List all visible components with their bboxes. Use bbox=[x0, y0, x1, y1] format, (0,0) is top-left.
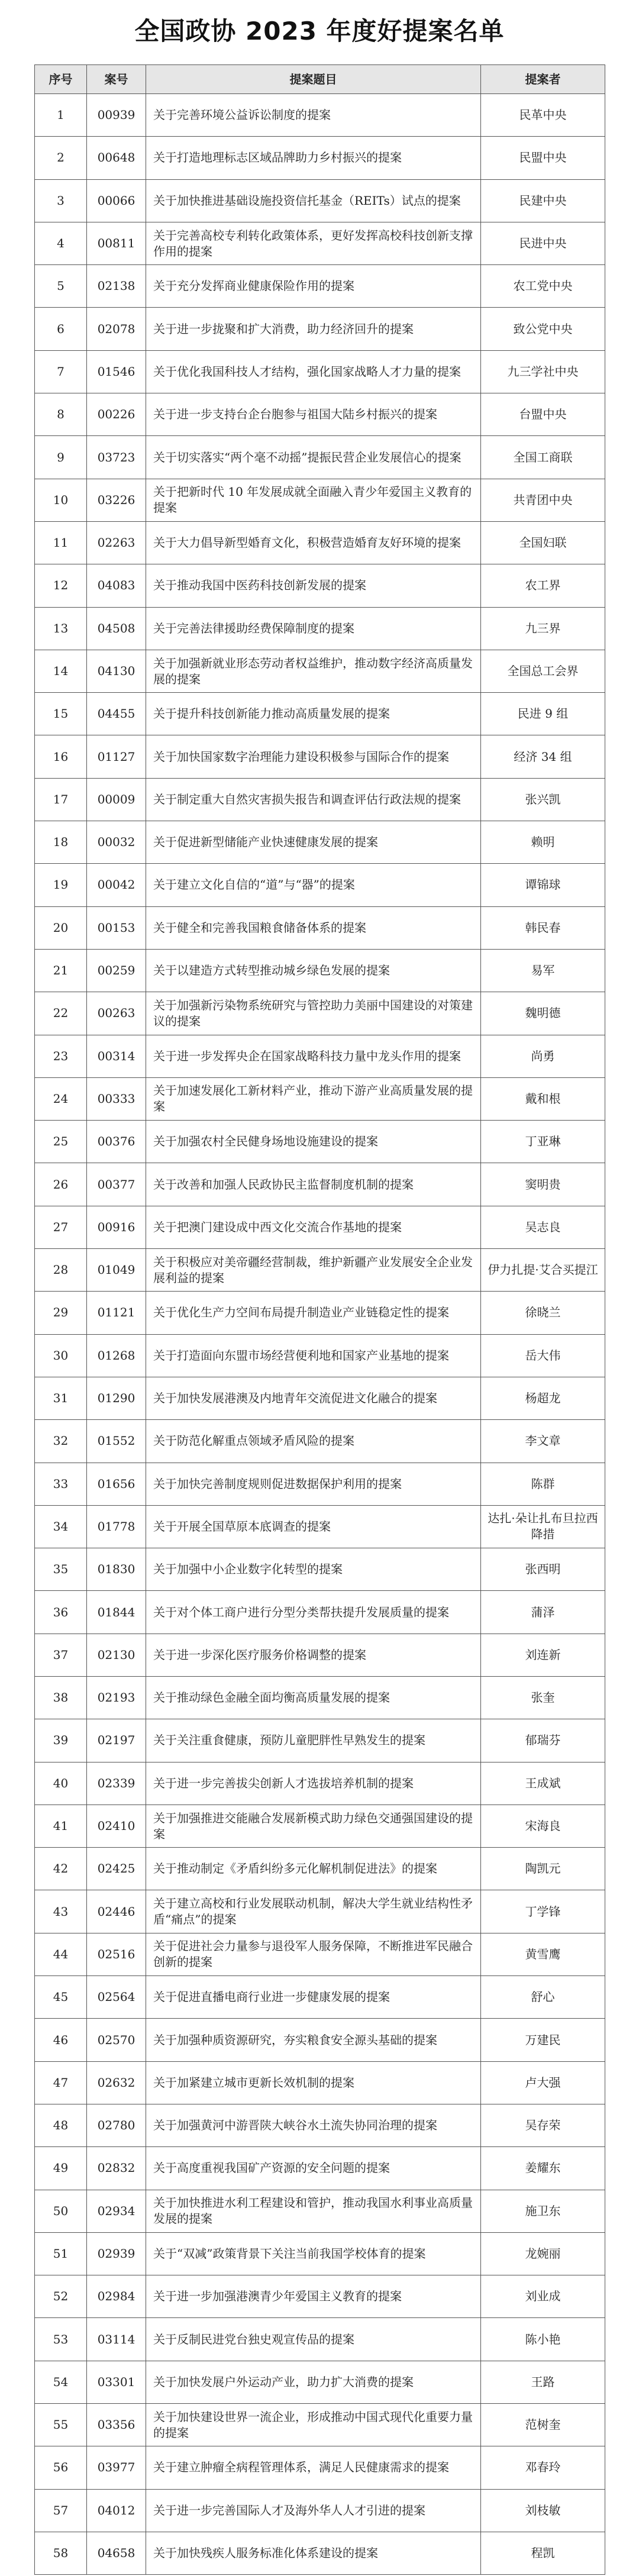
table-row bbox=[35, 778, 605, 821]
table-row bbox=[35, 1805, 605, 1847]
cell-serial: 8 bbox=[35, 393, 87, 436]
cell-case-number: 00648 bbox=[87, 137, 146, 179]
cell-case-number: 03977 bbox=[87, 2446, 146, 2489]
table-row bbox=[35, 2190, 605, 2232]
cell-proposer: 杨超龙 bbox=[481, 1377, 605, 1419]
cell-proposal-title: 关于加强黄河中游晋陕大峡谷水土流失协同治理的提案 bbox=[146, 2104, 481, 2146]
cell-serial: 54 bbox=[35, 2361, 87, 2403]
cell-serial: 5 bbox=[35, 265, 87, 308]
cell-serial: 57 bbox=[35, 2489, 87, 2532]
cell-serial: 30 bbox=[35, 1334, 87, 1377]
cell-proposal-title: 关于促进新型储能产业快速健康发展的提案 bbox=[146, 821, 481, 864]
cell-case-number: 03301 bbox=[87, 2361, 146, 2403]
cell-case-number: 04130 bbox=[87, 650, 146, 692]
cell-proposal-title: 关于进一步支持台企台胞参与祖国大陆乡村振兴的提案 bbox=[146, 393, 481, 436]
cell-proposal-title: 关于进一步完善国际人才及海外华人人才引进的提案 bbox=[146, 2489, 481, 2532]
cell-proposal-title: 关于进一步完善拔尖创新人才选拔培养机制的提案 bbox=[146, 1762, 481, 1805]
cell-proposer: 徐晓兰 bbox=[481, 1292, 605, 1334]
cell-serial: 17 bbox=[35, 778, 87, 821]
table-row bbox=[35, 436, 605, 479]
cell-proposal-title: 关于加强农村全民健身场地设施建设的提案 bbox=[146, 1121, 481, 1163]
cell-case-number: 01552 bbox=[87, 1420, 146, 1463]
cell-proposal-title: 关于积极应对美帝疆经营制裁，维护新疆产业发展安全企业发展利益的提案 bbox=[146, 1249, 481, 1292]
cell-proposal-title: 关于大力倡导新型婚育文化，积极营造婚育友好环境的提案 bbox=[146, 521, 481, 564]
cell-proposal-title: 关于优化生产力空间布局提升制造业产业链稳定性的提案 bbox=[146, 1292, 481, 1334]
cell-proposer: 九三学社中央 bbox=[481, 350, 605, 393]
cell-proposer: 李文章 bbox=[481, 1420, 605, 1463]
cell-case-number: 02263 bbox=[87, 521, 146, 564]
cell-proposer: 吴志良 bbox=[481, 1206, 605, 1248]
table-header-row bbox=[35, 65, 605, 94]
table-row bbox=[35, 735, 605, 778]
cell-serial: 29 bbox=[35, 1292, 87, 1334]
cell-proposal-title: 关于进一步拢聚和扩大消费，助力经济回升的提案 bbox=[146, 308, 481, 350]
table-row bbox=[35, 521, 605, 564]
table-row bbox=[35, 1035, 605, 1077]
cell-proposer: 民进 9 组 bbox=[481, 693, 605, 735]
table-row bbox=[35, 1163, 605, 1206]
cell-proposer: 农工界 bbox=[481, 564, 605, 607]
cell-case-number: 02939 bbox=[87, 2232, 146, 2275]
cell-case-number: 02339 bbox=[87, 1762, 146, 1805]
cell-proposer: 范树奎 bbox=[481, 2404, 605, 2446]
table-row bbox=[35, 821, 605, 864]
cell-case-number: 00314 bbox=[87, 1035, 146, 1077]
cell-proposal-title: 关于完善高校专利转化政策体系，更好发挥高校科技创新支撑作用的提案 bbox=[146, 222, 481, 264]
cell-proposal-title: 关于推动我国中医药科技创新发展的提案 bbox=[146, 564, 481, 607]
cell-proposer: 农工党中央 bbox=[481, 265, 605, 308]
table-row bbox=[35, 1121, 605, 1163]
table-row bbox=[35, 1976, 605, 2019]
cell-proposal-title: 关于“双减”政策背景下关注当前我国学校体育的提案 bbox=[146, 2232, 481, 2275]
cell-proposal-title: 关于加快推进基础设施投资信托基金（REITs）试点的提案 bbox=[146, 179, 481, 222]
cell-case-number: 02078 bbox=[87, 308, 146, 350]
cell-serial: 42 bbox=[35, 1848, 87, 1890]
cell-proposal-title: 关于切实落实“两个毫不动摇”提振民营企业发展信心的提案 bbox=[146, 436, 481, 479]
cell-case-number: 02516 bbox=[87, 1933, 146, 1975]
table-row bbox=[35, 1890, 605, 1933]
table-row bbox=[35, 1077, 605, 1120]
cell-serial: 37 bbox=[35, 1634, 87, 1676]
table-body bbox=[35, 94, 605, 2575]
cell-case-number: 03114 bbox=[87, 2318, 146, 2361]
cell-proposer: 姜耀东 bbox=[481, 2147, 605, 2190]
table-row bbox=[35, 949, 605, 992]
table-row bbox=[35, 2147, 605, 2190]
cell-proposer: 全国妇联 bbox=[481, 521, 605, 564]
cell-proposer: 万建民 bbox=[481, 2019, 605, 2061]
table-row bbox=[35, 992, 605, 1035]
cell-proposal-title: 关于建立肿瘤全病程管理体系，满足人民健康需求的提案 bbox=[146, 2446, 481, 2489]
cell-proposal-title: 关于充分发挥商业健康保险作用的提案 bbox=[146, 265, 481, 308]
cell-serial: 12 bbox=[35, 564, 87, 607]
table-row bbox=[35, 2104, 605, 2146]
table-row bbox=[35, 1719, 605, 1762]
cell-serial: 47 bbox=[35, 2061, 87, 2104]
cell-case-number: 00333 bbox=[87, 1077, 146, 1120]
header-proposal-title: 提案题目 bbox=[146, 65, 481, 94]
cell-serial: 9 bbox=[35, 436, 87, 479]
cell-serial: 19 bbox=[35, 864, 87, 906]
cell-proposal-title: 关于加快发展户外运动产业，助力扩大消费的提案 bbox=[146, 2361, 481, 2403]
cell-proposal-title: 关于推动绿色金融全面均衡高质量发展的提案 bbox=[146, 1676, 481, 1719]
cell-proposer: 九三界 bbox=[481, 607, 605, 650]
cell-serial: 32 bbox=[35, 1420, 87, 1463]
cell-proposal-title: 关于加快发展港澳及内地青年交流促进文化融合的提案 bbox=[146, 1377, 481, 1419]
cell-proposer: 共青团中央 bbox=[481, 479, 605, 521]
cell-proposal-title: 关于建立高校和行业发展联动机制，解决大学生就业结构性矛盾“痛点”的提案 bbox=[146, 1890, 481, 1933]
table-row bbox=[35, 2446, 605, 2489]
cell-case-number: 00263 bbox=[87, 992, 146, 1035]
cell-case-number: 00226 bbox=[87, 393, 146, 436]
table-row bbox=[35, 1377, 605, 1419]
cell-proposal-title: 关于打造地理标志区域品牌助力乡村振兴的提案 bbox=[146, 137, 481, 179]
cell-proposer: 陈群 bbox=[481, 1463, 605, 1505]
table-row bbox=[35, 1848, 605, 1890]
table-row bbox=[35, 308, 605, 350]
cell-proposal-title: 关于加快建设世界一流企业，形成推动中国式现代化重要力量的提案 bbox=[146, 2404, 481, 2446]
cell-case-number: 03226 bbox=[87, 479, 146, 521]
cell-serial: 49 bbox=[35, 2147, 87, 2190]
cell-proposal-title: 关于促进直播电商行业进一步健康发展的提案 bbox=[146, 1976, 481, 2019]
cell-serial: 58 bbox=[35, 2532, 87, 2574]
cell-proposal-title: 关于进一步发挥央企在国家战略科技力量中龙头作用的提案 bbox=[146, 1035, 481, 1077]
table-row bbox=[35, 2061, 605, 2104]
cell-proposal-title: 关于反制民进党台独史观宣传品的提案 bbox=[146, 2318, 481, 2361]
cell-proposer: 民盟中央 bbox=[481, 137, 605, 179]
table-row bbox=[35, 1505, 605, 1548]
table-row bbox=[35, 2532, 605, 2574]
cell-proposer: 舒心 bbox=[481, 1976, 605, 2019]
cell-case-number: 04455 bbox=[87, 693, 146, 735]
cell-serial: 10 bbox=[35, 479, 87, 521]
cell-proposal-title: 关于防范化解重点领域矛盾风险的提案 bbox=[146, 1420, 481, 1463]
cell-proposal-title: 关于加速发展化工新材料产业，推动下游产业高质量发展的提案 bbox=[146, 1077, 481, 1120]
cell-proposer: 经济 34 组 bbox=[481, 735, 605, 778]
page-title: 全国政协 2023 年度好提案名单 bbox=[134, 17, 505, 46]
cell-proposer: 易军 bbox=[481, 949, 605, 992]
table-row bbox=[35, 479, 605, 521]
cell-proposer: 戴和根 bbox=[481, 1077, 605, 1120]
cell-serial: 46 bbox=[35, 2019, 87, 2061]
cell-serial: 6 bbox=[35, 308, 87, 350]
cell-case-number: 02193 bbox=[87, 1676, 146, 1719]
cell-proposal-title: 关于开展全国草原本底调查的提案 bbox=[146, 1505, 481, 1548]
cell-proposal-title: 关于加紧建立城市更新长效机制的提案 bbox=[146, 2061, 481, 2104]
cell-case-number: 00811 bbox=[87, 222, 146, 264]
cell-serial: 34 bbox=[35, 1505, 87, 1548]
cell-case-number: 00939 bbox=[87, 94, 146, 137]
table-row bbox=[35, 693, 605, 735]
cell-case-number: 00377 bbox=[87, 1163, 146, 1206]
cell-proposer: 赖明 bbox=[481, 821, 605, 864]
cell-case-number: 02410 bbox=[87, 1805, 146, 1847]
cell-serial: 4 bbox=[35, 222, 87, 264]
header-proposer: 提案者 bbox=[481, 65, 605, 94]
cell-serial: 2 bbox=[35, 137, 87, 179]
table-row bbox=[35, 1634, 605, 1676]
cell-serial: 14 bbox=[35, 650, 87, 692]
cell-proposal-title: 关于加强新就业形态劳动者权益维护，推动数字经济高质量发展的提案 bbox=[146, 650, 481, 692]
cell-proposer: 全国工商联 bbox=[481, 436, 605, 479]
table-row bbox=[35, 607, 605, 650]
cell-proposer: 郁瑞芬 bbox=[481, 1719, 605, 1762]
cell-proposal-title: 关于建立文化自信的“道”与“器”的提案 bbox=[146, 864, 481, 906]
cell-proposer: 魏明德 bbox=[481, 992, 605, 1035]
cell-proposer: 伊力扎提·艾合买提江 bbox=[481, 1249, 605, 1292]
table-row bbox=[35, 1762, 605, 1805]
cell-proposer: 民建中央 bbox=[481, 179, 605, 222]
cell-proposer: 张兴凯 bbox=[481, 778, 605, 821]
cell-proposal-title: 关于加快推进水利工程建设和管护，推动我国水利事业高质量发展的提案 bbox=[146, 2190, 481, 2232]
cell-case-number: 01830 bbox=[87, 1548, 146, 1591]
cell-proposer: 王路 bbox=[481, 2361, 605, 2403]
cell-proposal-title: 关于进一步加强港澳青少年爱国主义教育的提案 bbox=[146, 2275, 481, 2318]
cell-proposer: 丁亚琳 bbox=[481, 1121, 605, 1163]
table-row bbox=[35, 350, 605, 393]
cell-proposal-title: 关于推动制定《矛盾纠纷多元化解机制促进法》的提案 bbox=[146, 1848, 481, 1890]
cell-proposal-title: 关于关注重食健康，预防儿童肥胖性早熟发生的提案 bbox=[146, 1719, 481, 1762]
cell-case-number: 00153 bbox=[87, 906, 146, 949]
proposal-table bbox=[34, 64, 605, 2575]
cell-serial: 27 bbox=[35, 1206, 87, 1248]
cell-serial: 3 bbox=[35, 179, 87, 222]
cell-serial: 23 bbox=[35, 1035, 87, 1077]
cell-case-number: 02564 bbox=[87, 1976, 146, 2019]
cell-proposal-title: 关于促进社会力量参与退役军人服务保障，不断推进军民融合创新的提案 bbox=[146, 1933, 481, 1975]
cell-proposer: 龙婉丽 bbox=[481, 2232, 605, 2275]
table-row bbox=[35, 864, 605, 906]
cell-proposer: 蒲泽 bbox=[481, 1591, 605, 1634]
header-serial: 序号 bbox=[35, 65, 87, 94]
cell-case-number: 02138 bbox=[87, 265, 146, 308]
cell-proposal-title: 关于加快国家数字治理能力建设积极参与国际合作的提案 bbox=[146, 735, 481, 778]
cell-serial: 28 bbox=[35, 1249, 87, 1292]
cell-serial: 38 bbox=[35, 1676, 87, 1719]
cell-proposal-title: 关于把新时代 10 年发展成就全面融入青少年爱国主义教育的提案 bbox=[146, 479, 481, 521]
cell-case-number: 02632 bbox=[87, 2061, 146, 2104]
table-row bbox=[35, 650, 605, 692]
cell-proposal-title: 关于高度重视我国矿产资源的安全问题的提案 bbox=[146, 2147, 481, 2190]
cell-case-number: 00066 bbox=[87, 179, 146, 222]
table-row bbox=[35, 137, 605, 179]
cell-case-number: 04508 bbox=[87, 607, 146, 650]
cell-proposal-title: 关于完善法律援助经费保障制度的提案 bbox=[146, 607, 481, 650]
cell-proposer: 丁学锋 bbox=[481, 1890, 605, 1933]
table-row bbox=[35, 265, 605, 308]
cell-proposer: 黄雪鹰 bbox=[481, 1933, 605, 1975]
cell-proposer: 全国总工会界 bbox=[481, 650, 605, 692]
cell-case-number: 00032 bbox=[87, 821, 146, 864]
cell-proposer: 韩民春 bbox=[481, 906, 605, 949]
cell-serial: 11 bbox=[35, 521, 87, 564]
cell-case-number: 01546 bbox=[87, 350, 146, 393]
cell-serial: 40 bbox=[35, 1762, 87, 1805]
cell-serial: 7 bbox=[35, 350, 87, 393]
cell-proposal-title: 关于加强中小企业数字化转型的提案 bbox=[146, 1548, 481, 1591]
cell-proposal-title: 关于制定重大自然灾害损失报告和调查评估行政法规的提案 bbox=[146, 778, 481, 821]
cell-case-number: 00259 bbox=[87, 949, 146, 992]
table-row bbox=[35, 1933, 605, 1975]
cell-serial: 1 bbox=[35, 94, 87, 137]
table-row bbox=[35, 564, 605, 607]
cell-proposal-title: 关于完善环境公益诉讼制度的提案 bbox=[146, 94, 481, 137]
table-row bbox=[35, 906, 605, 949]
cell-proposer: 吴存荣 bbox=[481, 2104, 605, 2146]
cell-proposer: 刘业成 bbox=[481, 2275, 605, 2318]
table-row bbox=[35, 2361, 605, 2403]
cell-proposal-title: 关于进一步深化医疗服务价格调整的提案 bbox=[146, 1634, 481, 1676]
table-row bbox=[35, 1249, 605, 1292]
cell-proposer: 卢大强 bbox=[481, 2061, 605, 2104]
cell-proposal-title: 关于以建造方式转型推动城乡绿色发展的提案 bbox=[146, 949, 481, 992]
cell-serial: 55 bbox=[35, 2404, 87, 2446]
cell-case-number: 02425 bbox=[87, 1848, 146, 1890]
cell-case-number: 01127 bbox=[87, 735, 146, 778]
cell-proposal-title: 关于优化我国科技人才结构，强化国家战略人才力量的提案 bbox=[146, 350, 481, 393]
cell-serial: 13 bbox=[35, 607, 87, 650]
cell-serial: 16 bbox=[35, 735, 87, 778]
cell-proposer: 施卫东 bbox=[481, 2190, 605, 2232]
cell-proposer: 宋海良 bbox=[481, 1805, 605, 1847]
cell-serial: 45 bbox=[35, 1976, 87, 2019]
cell-serial: 50 bbox=[35, 2190, 87, 2232]
cell-proposer: 王成斌 bbox=[481, 1762, 605, 1805]
cell-case-number: 01268 bbox=[87, 1334, 146, 1377]
cell-case-number: 02446 bbox=[87, 1890, 146, 1933]
cell-proposal-title: 关于对个体工商户进行分型分类帮扶提升发展质量的提案 bbox=[146, 1591, 481, 1634]
table-row bbox=[35, 1548, 605, 1591]
cell-proposer: 张奎 bbox=[481, 1676, 605, 1719]
cell-proposer: 民进中央 bbox=[481, 222, 605, 264]
cell-case-number: 01844 bbox=[87, 1591, 146, 1634]
cell-serial: 52 bbox=[35, 2275, 87, 2318]
cell-serial: 53 bbox=[35, 2318, 87, 2361]
table-row bbox=[35, 222, 605, 264]
cell-proposer: 程凯 bbox=[481, 2532, 605, 2574]
cell-proposer: 陶凯元 bbox=[481, 1848, 605, 1890]
cell-proposer: 刘枝敏 bbox=[481, 2489, 605, 2532]
cell-case-number: 03356 bbox=[87, 2404, 146, 2446]
table-row bbox=[35, 1206, 605, 1248]
cell-case-number: 02780 bbox=[87, 2104, 146, 2146]
cell-case-number: 02130 bbox=[87, 1634, 146, 1676]
table-row bbox=[35, 1420, 605, 1463]
cell-case-number: 01049 bbox=[87, 1249, 146, 1292]
cell-case-number: 01121 bbox=[87, 1292, 146, 1334]
cell-proposal-title: 关于加强种质资源研究，夯实粮食安全源头基础的提案 bbox=[146, 2019, 481, 2061]
cell-proposer: 台盟中央 bbox=[481, 393, 605, 436]
table-row bbox=[35, 1334, 605, 1377]
cell-serial: 51 bbox=[35, 2232, 87, 2275]
cell-serial: 43 bbox=[35, 1890, 87, 1933]
table-row bbox=[35, 2318, 605, 2361]
cell-proposal-title: 关于加快残疾人服务标准化体系建设的提案 bbox=[146, 2532, 481, 2574]
cell-serial: 20 bbox=[35, 906, 87, 949]
cell-serial: 25 bbox=[35, 1121, 87, 1163]
cell-serial: 21 bbox=[35, 949, 87, 992]
cell-case-number: 02570 bbox=[87, 2019, 146, 2061]
table-row bbox=[35, 1463, 605, 1505]
cell-case-number: 04012 bbox=[87, 2489, 146, 2532]
cell-case-number: 00916 bbox=[87, 1206, 146, 1248]
header-case-number: 案号 bbox=[87, 65, 146, 94]
cell-serial: 36 bbox=[35, 1591, 87, 1634]
cell-case-number: 02832 bbox=[87, 2147, 146, 2190]
cell-proposer: 陈小艳 bbox=[481, 2318, 605, 2361]
cell-proposer: 致公党中央 bbox=[481, 308, 605, 350]
cell-proposal-title: 关于把澳门建设成中西文化交流合作基地的提案 bbox=[146, 1206, 481, 1248]
table-row bbox=[35, 1591, 605, 1634]
cell-proposal-title: 关于加快完善制度规则促进数据保护利用的提案 bbox=[146, 1463, 481, 1505]
table-row bbox=[35, 2275, 605, 2318]
cell-case-number: 01778 bbox=[87, 1505, 146, 1548]
cell-case-number: 00009 bbox=[87, 778, 146, 821]
table-row bbox=[35, 1676, 605, 1719]
cell-case-number: 02197 bbox=[87, 1719, 146, 1762]
cell-proposer: 民革中央 bbox=[481, 94, 605, 137]
cell-proposal-title: 关于改善和加强人民政协民主监督制度机制的提案 bbox=[146, 1163, 481, 1206]
cell-serial: 15 bbox=[35, 693, 87, 735]
cell-serial: 41 bbox=[35, 1805, 87, 1847]
cell-serial: 48 bbox=[35, 2104, 87, 2146]
cell-proposal-title: 关于打造面向东盟市场经营便利地和国家产业基地的提案 bbox=[146, 1334, 481, 1377]
cell-serial: 39 bbox=[35, 1719, 87, 1762]
cell-proposer: 窦明贵 bbox=[481, 1163, 605, 1206]
cell-proposal-title: 关于提升科技创新能力推动高质量发展的提案 bbox=[146, 693, 481, 735]
cell-case-number: 04083 bbox=[87, 564, 146, 607]
cell-proposer: 岳大伟 bbox=[481, 1334, 605, 1377]
cell-serial: 33 bbox=[35, 1463, 87, 1505]
cell-serial: 56 bbox=[35, 2446, 87, 2489]
cell-serial: 44 bbox=[35, 1933, 87, 1975]
cell-serial: 24 bbox=[35, 1077, 87, 1120]
cell-serial: 22 bbox=[35, 992, 87, 1035]
table-row bbox=[35, 2489, 605, 2532]
table-row bbox=[35, 2404, 605, 2446]
cell-case-number: 03723 bbox=[87, 436, 146, 479]
cell-proposer: 达扎·朵让扎布旦拉西降措 bbox=[481, 1505, 605, 1548]
cell-proposer: 尚勇 bbox=[481, 1035, 605, 1077]
cell-case-number: 02984 bbox=[87, 2275, 146, 2318]
cell-case-number: 02934 bbox=[87, 2190, 146, 2232]
cell-serial: 31 bbox=[35, 1377, 87, 1419]
cell-serial: 35 bbox=[35, 1548, 87, 1591]
cell-case-number: 01656 bbox=[87, 1463, 146, 1505]
table-row bbox=[35, 393, 605, 436]
table-row bbox=[35, 2019, 605, 2061]
table-row bbox=[35, 94, 605, 137]
cell-serial: 26 bbox=[35, 1163, 87, 1206]
cell-case-number: 00042 bbox=[87, 864, 146, 906]
cell-proposal-title: 关于加强推进交能融合发展新模式助力绿色交通强国建设的提案 bbox=[146, 1805, 481, 1847]
table-row bbox=[35, 179, 605, 222]
cell-proposer: 刘连新 bbox=[481, 1634, 605, 1676]
cell-proposer: 邓春玲 bbox=[481, 2446, 605, 2489]
cell-serial: 18 bbox=[35, 821, 87, 864]
table-row bbox=[35, 2232, 605, 2275]
cell-proposal-title: 关于健全和完善我国粮食储备体系的提案 bbox=[146, 906, 481, 949]
table-row bbox=[35, 1292, 605, 1334]
cell-proposal-title: 关于加强新污染物系统研究与管控助力美丽中国建设的对策建议的提案 bbox=[146, 992, 481, 1035]
cell-proposer: 张西明 bbox=[481, 1548, 605, 1591]
cell-case-number: 00376 bbox=[87, 1121, 146, 1163]
cell-proposer: 谭锦球 bbox=[481, 864, 605, 906]
cell-case-number: 04658 bbox=[87, 2532, 146, 2574]
cell-case-number: 01290 bbox=[87, 1377, 146, 1419]
